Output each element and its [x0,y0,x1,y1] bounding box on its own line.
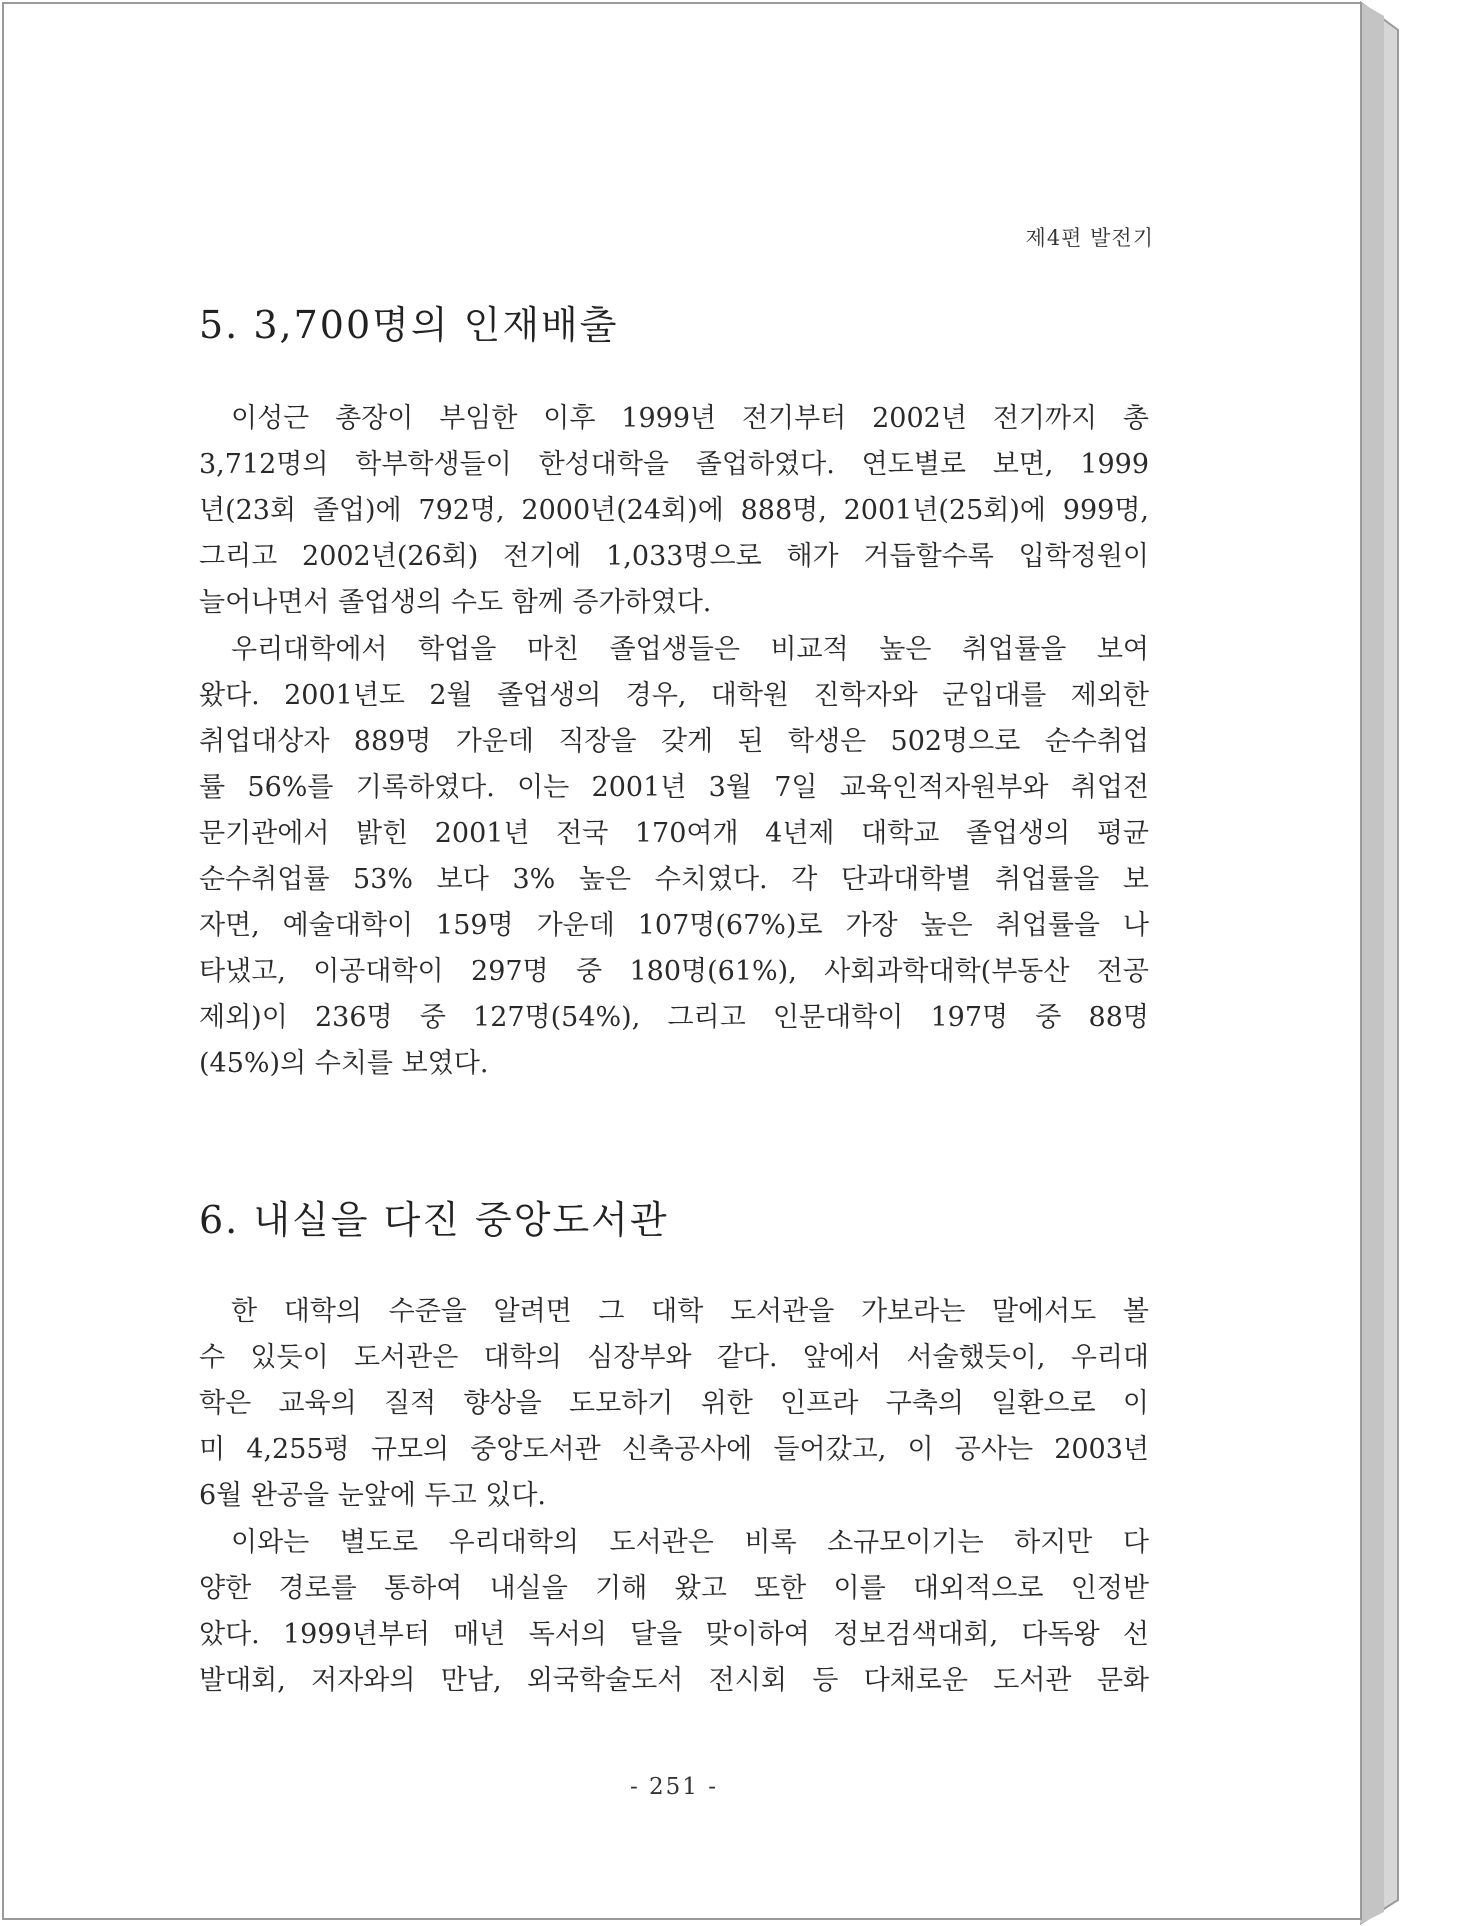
text-line: 자면, 예술대학이 159명 가운데 107명(67%)로 가장 높은 취업률을 나 [199,910,1149,941]
text-line: 제외)이 236명 중 127명(54%), 그리고 인문대학이 197명 중 88명 [199,1002,1149,1033]
paragraph [199,396,1149,626]
text-line: 발대회, 저자와의 만남, 외국학술도서 전시회 등 다채로운 도서관 문화 [199,1665,1149,1696]
text-line: 6월 완공을 눈앞에 두고 있다. [199,1480,546,1511]
text-line: 늘어나면서 졸업생의 수도 함께 증가하였다. [199,587,712,618]
text-line: 학은 교육의 질적 향상을 도모하기 위한 인프라 구축의 일환으로 이 [199,1388,1149,1419]
text-line: 3,712명의 학부학생들이 한성대학을 졸업하였다. 연도별로 보면, 1999 [199,449,1149,480]
paragraph [199,627,1149,1087]
paragraph [199,1520,1149,1704]
text-line: 년(23회 졸업)에 792명, 2000년(24회)에 888명, 2001년(25회)에 999명, [199,495,1149,526]
text-line: 양한 경로를 통하여 내실을 기해 왔고 또한 이를 대외적으로 인정받 [199,1573,1149,1604]
text-line: 순수취업률 53% 보다 3% 높은 수치였다. 각 단과대학별 취업률을 보 [199,864,1149,895]
paragraph [199,1289,1149,1519]
page-number: - 251 - [629,1774,719,1800]
running-head: 제4편 발전기 [1025,226,1154,250]
page [2,2,1362,1920]
text-line: (45%)의 수치를 보였다. [199,1048,489,1079]
text-line: 우리대학에서 학업을 마친 졸업생들은 비교적 높은 취업률을 보여 [231,634,1149,665]
text-line: 한 대학의 수준을 알려면 그 대학 도서관을 가보라는 말에서도 볼 [231,1296,1149,1327]
text-line: 문기관에서 밝힌 2001년 전국 170여개 4년제 대학교 졸업생의 평균 [199,818,1149,849]
section-title-5: 5. 3,700명의 인재배출 [199,303,619,347]
text-line: 수 있듯이 도서관은 대학의 심장부와 같다. 앞에서 서술했듯이, 우리대 [199,1342,1149,1373]
text-line: 률 56%를 기록하였다. 이는 2001년 3월 7일 교육인적자원부와 취업전 [199,772,1149,803]
text-line: 그리고 2002년(26회) 전기에 1,033명으로 해가 거듭할수록 입학정원이 [199,541,1149,572]
text-line: 왔다. 2001년도 2월 졸업생의 경우, 대학원 진학자와 군입대를 제외한 [199,680,1149,711]
text-line: 취업대상자 889명 가운데 직장을 갖게 된 학생은 502명으로 순수취업 [199,726,1149,757]
text-line: 미 4,255평 규모의 중앙도서관 신축공사에 들어갔고, 이 공사는 2003년 [199,1434,1149,1465]
text-line: 타냈고, 이공대학이 297명 중 180명(61%), 사회과학대학(부동산 전공 [199,956,1149,987]
section-title-6: 6. 내실을 다진 중앙도서관 [199,1198,669,1242]
text-line: 았다. 1999년부터 매년 독서의 달을 맞이하여 정보검색대회, 다독왕 선 [199,1619,1149,1650]
text-line: 이와는 별도로 우리대학의 도서관은 비록 소규모이기는 하지만 다 [231,1527,1149,1558]
page-edge-shadow [1360,0,1420,1926]
text-line: 이성근 총장이 부임한 이후 1999년 전기부터 2002년 전기까지 총 [231,403,1149,434]
